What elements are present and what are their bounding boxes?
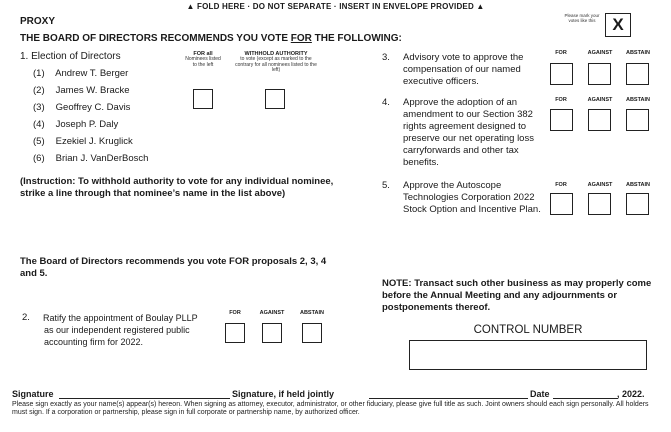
- nominee-number: (1): [33, 68, 45, 79]
- nominee-number: (3): [33, 102, 45, 113]
- nominee-item: [33, 102, 130, 113]
- proposal-2-for-checkbox[interactable]: [225, 323, 245, 343]
- for-all-header: FOR all: [193, 51, 213, 57]
- board-recommendation-text: THE BOARD OF DIRECTORS RECOMMENDS YOU VOTE: [20, 33, 291, 44]
- nominee-item: [33, 119, 118, 130]
- proposal-2-line: as our independent registered public: [44, 325, 190, 335]
- proposal-5-text: Approve the Autoscope Technologies Corporation 2022 Stock Option and Incentive Plan.: [403, 180, 541, 215]
- board-recommendation-for: FOR: [290, 33, 312, 44]
- proposal-5-for-header: FOR: [555, 182, 567, 188]
- proposal-1-number: 1.: [20, 51, 29, 62]
- nominee-name: Ezekiel J. Kruglick: [55, 136, 133, 147]
- date-label: Date: [530, 389, 550, 399]
- proposal-4-number: 4.: [382, 97, 390, 108]
- proposal-5-for-checkbox[interactable]: [550, 193, 573, 215]
- year-suffix: , 2022.: [617, 389, 645, 399]
- proposal-4-against-header: AGAINST: [587, 97, 613, 103]
- proposal-3-number: 3.: [382, 52, 390, 63]
- proposal-2-abstain-header: ABSTAIN: [299, 310, 325, 316]
- board-recommends-proposals: The Board of Directors recommends you vote FOR proposals 2, 3, 4 and 5.: [20, 256, 327, 279]
- withhold-note: to vote (except as marked to the contrary for all nominees listed to the left): [235, 56, 317, 73]
- nominee-name: Joseph P. Daly: [55, 119, 119, 130]
- proposal-3-against-header: AGAINST: [587, 50, 613, 56]
- control-number-field[interactable]: [409, 340, 647, 370]
- signature-joint-line[interactable]: [369, 398, 528, 399]
- nominee-number: (6): [33, 153, 45, 164]
- proposal-5-abstain-header: ABSTAIN: [625, 182, 651, 188]
- proxy-title: PROXY: [20, 16, 56, 27]
- nominee-item: [33, 136, 133, 147]
- mark-instruction-note: Please mark your votes like this: [564, 13, 600, 23]
- nominee-name: Brian J. VanDerBosch: [55, 153, 149, 164]
- withhold-header: WITHHOLD AUTHORITY: [244, 51, 308, 57]
- mark-example-box: X: [605, 13, 631, 37]
- nominee-number: (2): [33, 85, 45, 96]
- proposal-2-abstain-checkbox[interactable]: [302, 323, 322, 343]
- proposal-3-against-checkbox[interactable]: [588, 63, 611, 85]
- nominee-item: [33, 153, 148, 164]
- nominee-name: James W. Bracke: [55, 85, 130, 96]
- proposal-5-number: 5.: [382, 180, 390, 191]
- proposal-4-text: Approve the adoption of an amendment to our Section 382 rights agreement designed to preserve our net operating loss carryforwards and other tax benefits.: [403, 97, 534, 168]
- proposal-2-against-checkbox[interactable]: [262, 323, 282, 343]
- proposal-5-abstain-checkbox[interactable]: [626, 193, 649, 215]
- vote-checkbox-for-all[interactable]: [193, 89, 213, 109]
- signature-joint-label: Signature, if held jointly: [232, 389, 335, 399]
- proposal-2-line: accounting firm for 2022.: [44, 337, 144, 347]
- proposal-2-text: [43, 312, 223, 348]
- control-number-label: CONTROL NUMBER: [473, 324, 583, 336]
- signature-label: Signature: [12, 389, 54, 399]
- signature-line[interactable]: [59, 398, 230, 399]
- nominee-number: (4): [33, 119, 45, 130]
- proposal-1-label: Election of Directors: [31, 51, 121, 62]
- board-recommendation: [20, 33, 402, 44]
- proposal-4-abstain-checkbox[interactable]: [626, 109, 649, 131]
- fold-instruction: ▲ FOLD HERE · DO NOT SEPARATE · INSERT IN ENVELOPE PROVIDED ▲: [186, 2, 485, 11]
- proposal-5-against-header: AGAINST: [587, 182, 613, 188]
- nominee-name: Geoffrey C. Davis: [55, 102, 131, 113]
- other-business-note: NOTE: Transact such other business as may properly come before the Annual Meeting and any adjournments or postponements thereof.: [382, 278, 652, 313]
- withhold-instruction: (Instruction: To withhold authority to vote for any individual nominee, strike a line through that nominee’s name in the list above): [20, 176, 334, 199]
- nominee-name: Andrew T. Berger: [55, 68, 129, 79]
- proposal-3-for-checkbox[interactable]: [550, 63, 573, 85]
- for-all-column: [184, 51, 222, 68]
- for-all-note: Nominees listed to the left: [185, 56, 221, 68]
- nominee-item: [33, 85, 130, 96]
- proposal-2-line: Ratify the appointment of Boulay PLLP: [43, 313, 198, 323]
- proposal-5-against-checkbox[interactable]: [588, 193, 611, 215]
- proposal-3-abstain-checkbox[interactable]: [626, 63, 649, 85]
- proposal-4-against-checkbox[interactable]: [588, 109, 611, 131]
- proposal-2-for-header: FOR: [229, 310, 241, 316]
- board-recommendation-tail: THE FOLLOWING:: [311, 33, 402, 44]
- withhold-column: [232, 51, 320, 74]
- proposal-3-for-header: FOR: [555, 50, 567, 56]
- nominee-number: (5): [33, 136, 45, 147]
- vote-checkbox-withhold[interactable]: [265, 89, 285, 109]
- proposal-1-title: [20, 51, 121, 62]
- proposal-2-number: 2.: [22, 312, 30, 323]
- proposal-4-for-checkbox[interactable]: [550, 109, 573, 131]
- signing-instructions: Please sign exactly as your name(s) appear(s) hereon. When signing as attorney, executor, administrator, or other fiduciary, please give full title as such. Joint owners should each sign personally. All holders must sign. If a corporation or partnership, please sign in full corporate or partnership name, by authorized officer.: [12, 401, 649, 416]
- date-line[interactable]: [553, 398, 618, 399]
- proposal-2-against-header: AGAINST: [259, 310, 285, 316]
- proposal-3-text: Advisory vote to approve the compensation of our named executive officers.: [403, 52, 524, 87]
- proposal-4-abstain-header: ABSTAIN: [625, 97, 651, 103]
- nominee-item: [33, 68, 128, 79]
- proposal-3-abstain-header: ABSTAIN: [625, 50, 651, 56]
- proposal-4-for-header: FOR: [555, 97, 567, 103]
